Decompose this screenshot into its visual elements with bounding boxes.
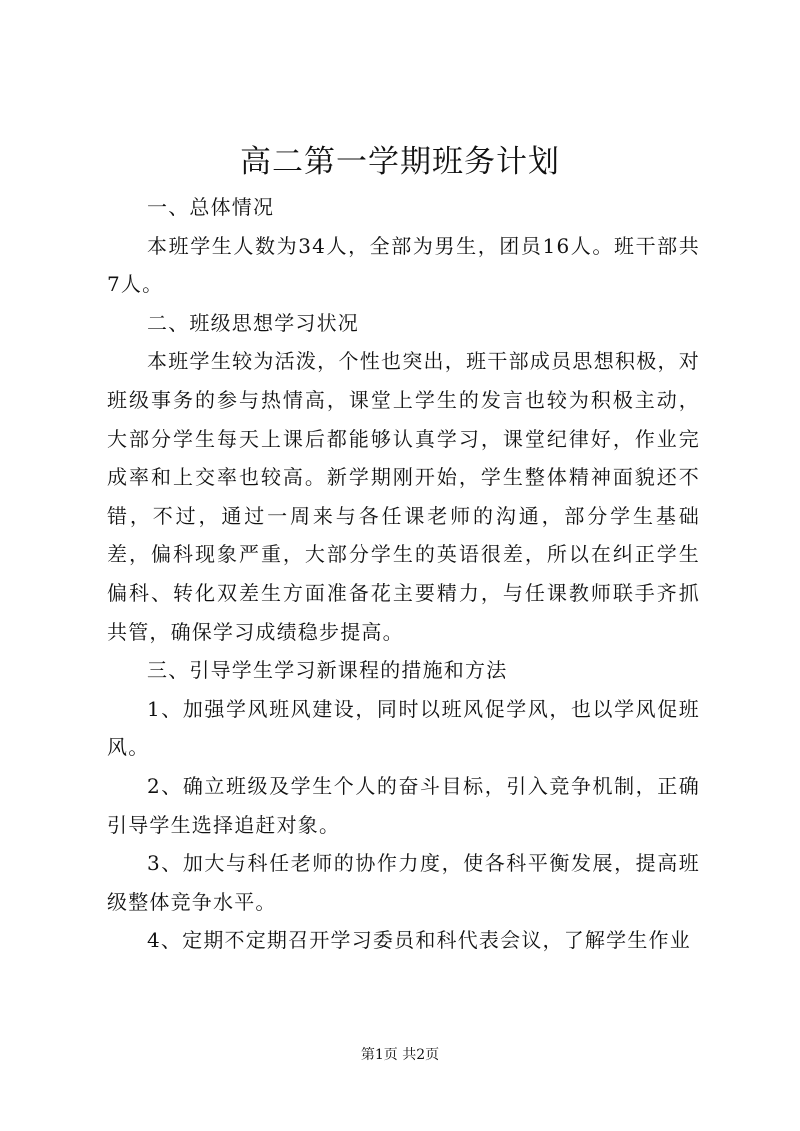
measure-item-4: 4、定期不定期召开学习委员和科代表会议，了解学生作业 bbox=[147, 928, 691, 953]
document-title: 高二第一学期班务计划 bbox=[240, 144, 560, 180]
section-heading-measures: 三、引导学生学习新课程的措施和方法 bbox=[147, 658, 508, 683]
measure-item-2: 2、确立班级及学生个人的奋斗目标，引入竞争机制，正确引导学生选择追赶对象。 bbox=[107, 773, 700, 837]
paragraph-class-size: 本班学生人数为34人，全部为男生，团员16人。班干部共7人。 bbox=[107, 233, 700, 297]
section-heading-overview: 一、总体情况 bbox=[147, 195, 275, 219]
page-number-footer: 第1页 共2页 bbox=[360, 1047, 440, 1063]
section-heading-study-status: 二、班级思想学习状况 bbox=[147, 310, 359, 335]
document-body bbox=[107, 188, 700, 960]
measure-item-3: 3、加大与科任老师的协作力度，使各科平衡发展，提高班级整体竞争水平。 bbox=[107, 851, 700, 914]
paragraph-study-status: 本班学生较为活泼，个性也突出，班干部成员思想积极，对班级事务的参与热情高，课堂上学生的发言也较为积极主动，大部分学生每天上课后都能够认真学习，课堂纪律好，作业完成率和上交率也较高。新学期刚开始，学生整体精神面貌还不错，不过，通过一周来与各任课老师的沟通，部分学生基础差，偏科现象严重，大部分学生的英语很差，所以在纠正学生偏科、转化双差生方面准备花主要精力，与任课教师联手齐抓共管，确保学习成绩稳步提高。 bbox=[107, 349, 700, 644]
measure-item-1: 1、加强学风班风建设，同时以班风促学风，也以学风促班风。 bbox=[107, 696, 700, 760]
